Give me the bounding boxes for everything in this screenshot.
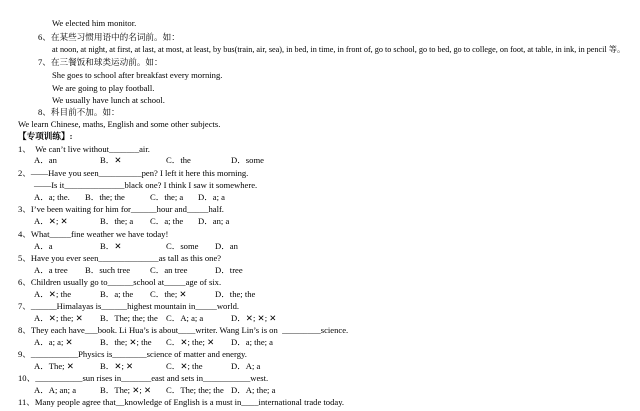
option-d: D．tree [215,265,243,275]
question-stem: 5、Have you ever seen______________as tall as this one? [18,253,222,263]
rule-7-heading: 7、在三餐饭和球类运动前。如： [38,57,163,67]
option-d: D．a; the; a [231,337,273,347]
option-b: B．The; ✕; ✕ [100,385,152,395]
option-a: A．The; ✕ [34,361,74,371]
option-a: A．a; a; ✕ [34,337,73,347]
option-a: A．✕; ✕ [34,216,68,226]
question-stem: 7、______Himalayas is______highest mountain in_____world. [18,301,240,311]
question-stem: 6、Children usually go to______school at_____age of six. [18,277,222,287]
option-b: B．a; the [100,289,134,299]
option-b: B．✕ [100,241,122,251]
option-c: C．✕; the; ✕ [166,337,215,347]
option-c: C．an tree [150,265,188,275]
option-c: C．some [166,241,199,251]
option-c: C．The; the; the [166,385,224,395]
option-d: D．A; a [231,361,261,371]
option-a: A．a; the. [34,192,70,202]
option-b: B．the; the [85,192,125,202]
example-sentence: We learn Chinese, maths, English and some other subjects. [18,119,221,129]
question-stem: 10、___________sun rises in_______east and sets in___________west. [18,373,269,383]
question-stem: 1、 We can’t live without_______air. [18,144,150,154]
option-b: B．the; ✕; the [100,337,152,347]
option-c: C．the; a [150,192,184,202]
example-sentence: She goes to school after breakfast every morning. [52,70,223,80]
example-sentence: We usually have lunch at school. [52,95,165,105]
option-d: D．an [215,241,238,251]
option-d: D．A; the; a [231,385,276,395]
option-d: D．the; the [215,289,256,299]
option-d: D．✕; ✕; ✕ [231,313,277,323]
question-stem-line2: ——Is it______________black one? I think I saw it somewhere. [34,180,258,190]
option-a: A．✕; the [34,289,72,299]
question-stem: 11、Many people agree that__knowledge of English is a must in____international trade today. [18,397,345,407]
option-c: C．✕; the [166,361,203,371]
option-c: C．A; a; a [166,313,204,323]
option-a: A．a [34,241,53,251]
section-title: 【专项训练】: [18,131,73,141]
option-d: D．some [231,155,264,165]
question-stem: 9、___________Physics is________science of matter and energy. [18,349,247,359]
question-stem: 4、What_____fine weather we have today! [18,229,169,239]
option-a: A．an [34,155,57,165]
option-a: A．✕; the; ✕ [34,313,83,323]
option-c: C．a; the [150,216,184,226]
question-stem: 8、They each have___book. Li Hua’s is about____writer. Wang Lin’s is on _________science. [18,325,349,335]
option-c: C．the; ✕ [150,289,187,299]
rule-8-heading: 8、科目前不加。如： [38,107,120,117]
option-b: B．The; the; the [100,313,158,323]
option-a: A．A; an; a [34,385,77,395]
example-sentence: We elected him monitor. [52,18,137,28]
option-b: B．✕; ✕ [100,361,134,371]
idiom-list: at noon, at night, at first, at last, at most, at least, by bus(train, air, sea), in bed, in time, in front of, go to school, go to bed, go to college, on foot, at table, in ink, in pencil 等。 [52,45,626,54]
option-c: C．the [166,155,191,165]
question-stem: 3、I’ve been waiting for him for______hour and_____half. [18,204,224,214]
option-b: B．such tree [85,265,131,275]
option-d: D．a; a [198,192,225,202]
option-b: B．✕ [100,155,122,165]
option-b: B．the; a [100,216,134,226]
rule-6-heading: 6、在某些习惯用语中的名词前。如： [38,32,180,42]
option-d: D．an; a [198,216,230,226]
question-stem: 2、——Have you seen__________pen? I left it here this morning. [18,168,249,178]
example-sentence: We are going to play football. [52,83,155,93]
option-a: A．a tree [34,265,68,275]
